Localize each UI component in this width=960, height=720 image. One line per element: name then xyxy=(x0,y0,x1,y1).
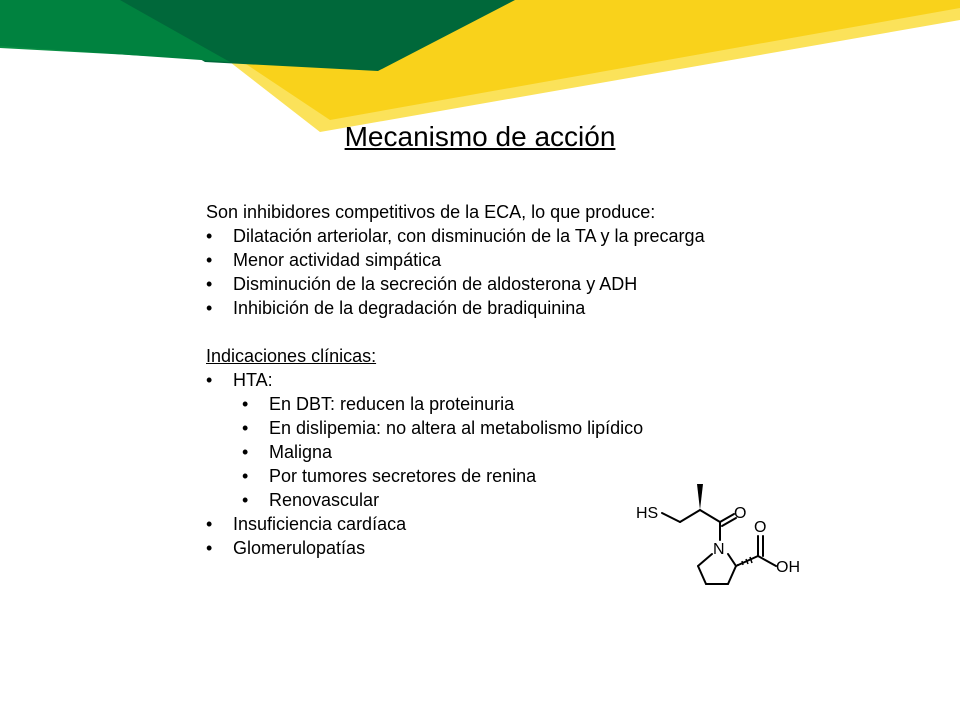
bullet: • xyxy=(242,418,249,438)
effect-item: • Dilatación arteriolar, con disminución de la TA y la precarga xyxy=(206,226,705,246)
ring-bond xyxy=(728,566,736,584)
bullet: • xyxy=(242,466,249,486)
bullet: • xyxy=(242,490,249,510)
ring-bond xyxy=(728,554,736,566)
bullet: • xyxy=(206,514,213,534)
atom-n: N xyxy=(713,541,725,558)
atom-sh: HS xyxy=(636,505,659,522)
intro-text: Son inhibidores competitivos de la ECA, lo que produce: xyxy=(206,202,656,222)
atom-o1: O xyxy=(734,505,747,522)
ring-bond xyxy=(698,566,706,584)
bullet: • xyxy=(206,370,213,390)
wedge-bond xyxy=(697,484,703,510)
bullet: • xyxy=(206,274,213,294)
indications-heading: Indicaciones clínicas: xyxy=(206,346,377,366)
captopril-structure xyxy=(630,478,820,608)
atom-o2: O xyxy=(754,519,767,536)
slide-title-text: Mecanismo de acción xyxy=(344,121,616,152)
indication-item: • HTA: xyxy=(206,370,273,390)
ring-bond xyxy=(698,554,712,566)
bullet: • xyxy=(242,442,249,462)
bond-s-ch2 xyxy=(662,513,680,522)
slide-title xyxy=(0,119,960,155)
bond-cooh-oh xyxy=(758,556,776,566)
bullet: • xyxy=(242,394,249,414)
effect-item: • Menor actividad simpática xyxy=(206,250,442,270)
indication-item: • Insuficiencia cardíaca xyxy=(206,514,407,534)
spacer xyxy=(206,320,806,344)
hta-subitem: • En DBT: reducen la proteinuria xyxy=(242,394,515,414)
indication-item: • Glomerulopatías xyxy=(206,538,366,558)
bullet: • xyxy=(206,298,213,318)
hta-subitem: • Maligna xyxy=(242,442,333,462)
effect-item: • Inhibición de la degradación de bradiquinina xyxy=(206,298,586,318)
hta-subitem: • Renovascular xyxy=(242,490,380,510)
hta-subitem: • En dislipemia: no altera al metabolismo lipídico xyxy=(242,418,644,438)
bullet: • xyxy=(206,250,213,270)
bullet: • xyxy=(206,226,213,246)
atom-oh: OH xyxy=(776,559,800,576)
bond-ch-co xyxy=(700,510,720,522)
bullet: • xyxy=(206,538,213,558)
bond-ch2-ch xyxy=(680,510,700,522)
effect-item: • Disminución de la secreción de aldosterona y ADH xyxy=(206,274,638,294)
hta-subitem: • Por tumores secretores de renina xyxy=(242,466,537,486)
